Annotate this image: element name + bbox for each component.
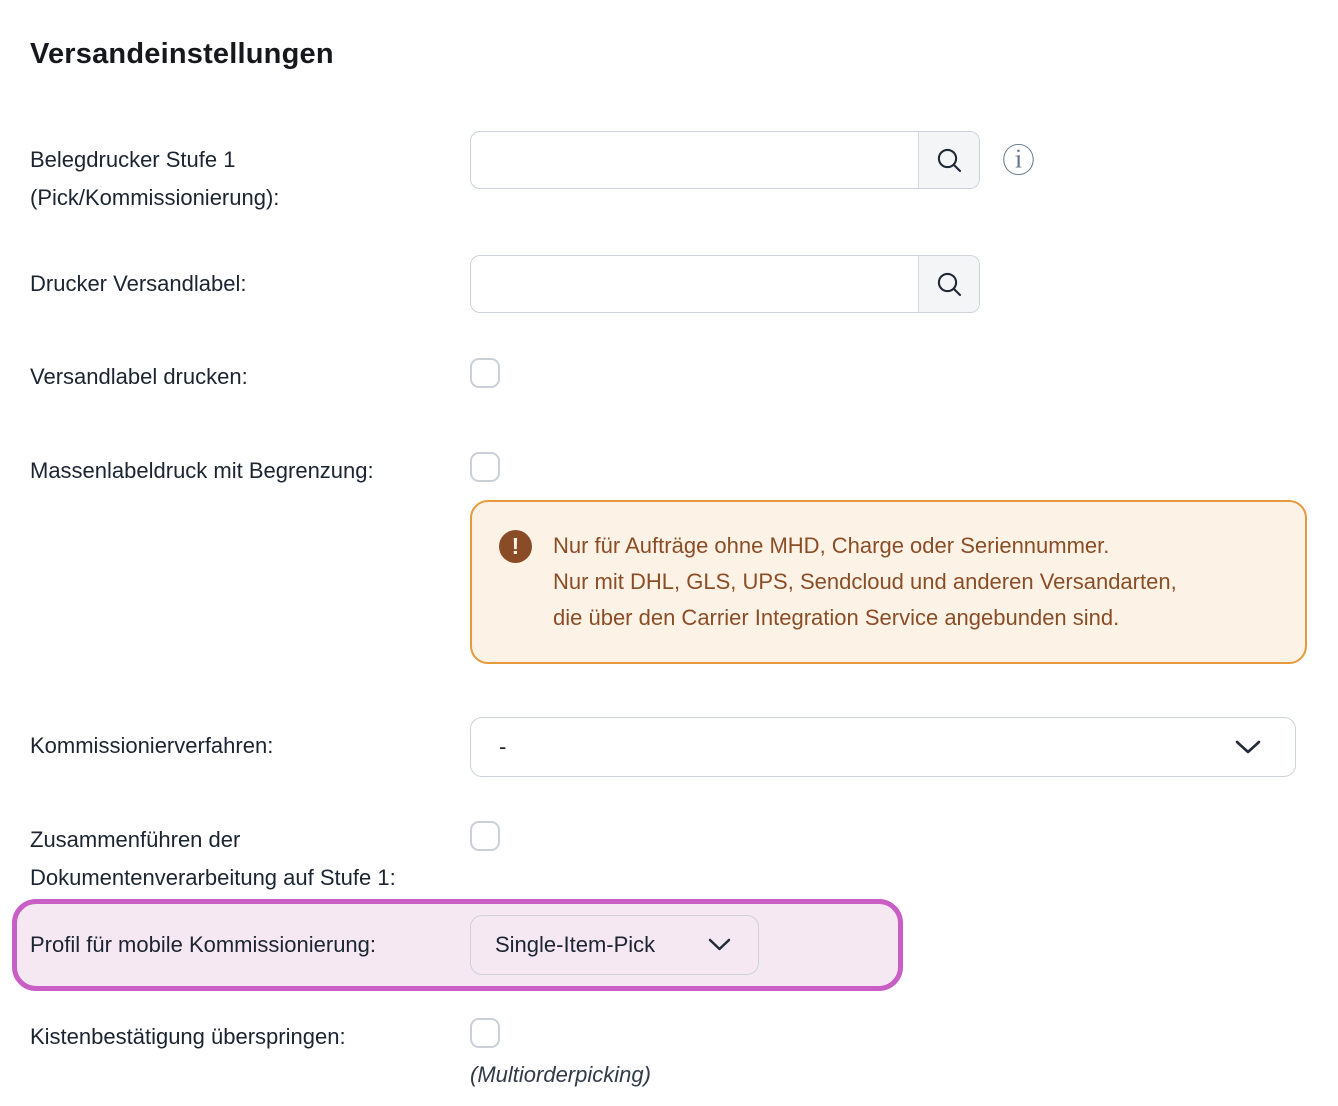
field-row-belegdrucker [30,131,1308,217]
warning-text-line: Nur mit DHL, GLS, UPS, Sendcloud und anderen Versandarten, [553,569,1177,594]
warning-icon: ! [499,530,532,563]
massenlabeldruck-label: Massenlabeldruck mit Begrenzung: [30,458,374,483]
field-row-drucker-versandlabel [30,255,1308,313]
drucker-versandlabel-input[interactable] [471,256,918,312]
versandlabel-drucken-checkbox[interactable] [470,358,500,388]
warning-text-line: die über den Carrier Integration Service angebunden sind. [553,605,1120,630]
belegdrucker-label: Belegdrucker Stufe 1 (Pick/Kommissionierung): [30,147,280,210]
versandlabel-drucken-label: Versandlabel drucken: [30,364,248,389]
search-icon [936,271,963,298]
warning-text-line: Nur für Aufträge ohne MHD, Charge oder Seriennummer. [553,533,1110,558]
zusammenfuehren-label: Zusammenführen der Dokumentenverarbeitung auf Stufe 1: [30,827,396,890]
drucker-versandlabel-search-group [470,255,980,313]
info-icon[interactable]: ⓘ [1002,141,1035,180]
kistenbestaetigung-label: Kistenbestätigung überspringen: [30,1024,346,1049]
field-row-versandlabel-drucken [30,358,1308,396]
profil-mobile-select[interactable] [470,915,759,975]
kistenbestaetigung-checkbox[interactable] [470,1018,500,1048]
field-row-profil-mobile [17,915,898,975]
drucker-versandlabel-search-button[interactable] [918,256,979,312]
drucker-versandlabel-label: Drucker Versandlabel: [30,271,247,296]
warning-text [553,528,1177,636]
belegdrucker-input[interactable] [471,132,918,188]
field-row-zusammenfuehren [30,821,1308,897]
massenlabeldruck-checkbox[interactable] [470,452,500,482]
page-title: Versandeinstellungen [30,38,334,70]
profil-mobile-select-value: Single-Item-Pick [495,932,656,957]
multiorderpicking-note: (Multiorderpicking) [470,1062,651,1087]
kommissionierverfahren-label: Kommissionierverfahren: [30,733,274,758]
warning-note [470,500,1307,664]
field-row-kistenbestaetigung [30,1018,1308,1088]
field-row-massenlabeldruck [30,452,1308,717]
chevron-down-icon [1235,740,1261,755]
search-icon [936,147,963,174]
zusammenfuehren-checkbox[interactable] [470,821,500,851]
belegdrucker-search-group [470,131,980,189]
kommissionierverfahren-select-value: - [499,734,507,759]
kommissionierverfahren-select[interactable] [470,717,1296,777]
highlight-ring [12,899,903,991]
belegdrucker-search-button[interactable] [918,132,979,188]
field-row-kommissionierverfahren [30,717,1308,777]
profil-mobile-label: Profil für mobile Kommissionierung: [30,932,377,957]
chevron-down-icon [708,938,731,952]
